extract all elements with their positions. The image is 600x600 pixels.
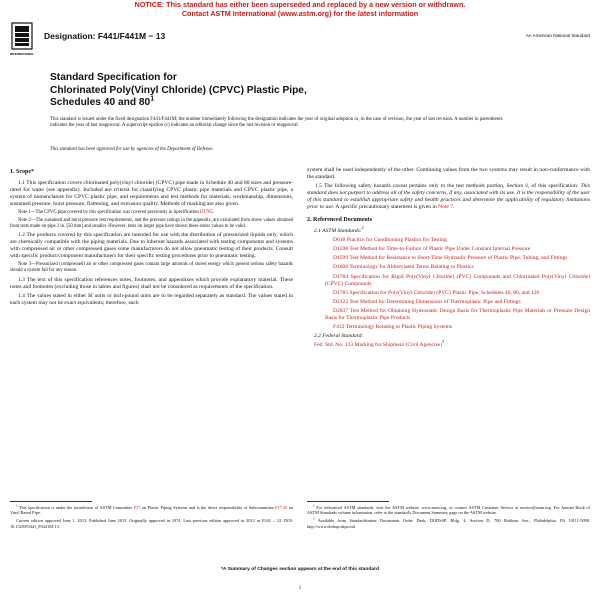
reference-d1599[interactable] (307, 255, 590, 262)
federal-standard-label: 2.2 Federal Standard: (314, 333, 364, 340)
reference-d1598[interactable] (307, 246, 590, 253)
paragraph-1-2: 1.2 The products covered by this specification are intended for use with the distribution of pressurized liquids only, which are chemically compatible with the piping materials. Due to inherent hazards associated with testing components and systems with compressed air or other compressed gases some manufacturers do not allow pneumatic testing of their products. Consult with specific product/component manufacturers for their specific testing procedures prior to pneumatic testing. (10, 232, 293, 260)
link-f17[interactable]: F17 (133, 505, 141, 510)
paragraph-1-5: 1.5 The following safety hazards caveat pertains only to the test methods portion, Section 8, of this specification: This standard does not purport to address all of the safety concerns, if any, associated with its use. It is the responsibility of the user of this standard to establish appropriate safety and health practices and determine the applicability of regulatory limitations prior to use. A specific precautionary statement is given in Note 7. (307, 183, 590, 210)
notice-line-2: Contact ASTM International (www.astm.org) for the latest information (181, 9, 419, 18)
reference-title: Test Method for Determining Dimensions of Thermoplastic Pipe and Fittings (348, 298, 521, 305)
link-section-8[interactable]: 8 (525, 183, 529, 190)
reference-title: Terminology Relating to Plastic Piping Systems (344, 324, 453, 331)
reference-d1785[interactable] (307, 290, 590, 297)
section-1-heading: 1. Scope* (10, 169, 34, 175)
reference-title: Specification for Poly(Vinyl Chloride) (PVC) Plastic Pipe, Schedules 40, 80, and 120 (348, 289, 540, 296)
link-note-7[interactable]: Note 7 (438, 203, 454, 210)
title-line-3: Schedules 40 and $80^1$ (50, 94, 155, 108)
footnotes-2-3 (307, 505, 590, 529)
reference-code[interactable]: D2837 (333, 307, 349, 314)
american-national-standard-label: An American National Standard (525, 33, 590, 38)
reference-code[interactable]: D1785 (333, 289, 349, 296)
reference-d1600[interactable] (307, 264, 590, 271)
title-line-2: Chlorinated Poly(Vinyl Chloride) (CPVC) Plastic Pipe, (50, 84, 307, 96)
notice-line-1: NOTICE: This standard has either been superseded and replaced by a new version or withdrawn. (134, 0, 466, 9)
left-column (10, 167, 293, 309)
reference-title: Practice for Conditioning Plastics for Testing (345, 237, 447, 243)
title-footnote-marker: 1 (150, 94, 155, 103)
paragraph-1-4: 1.4 The values stated in either SI units or inch-pound units are to be regarded separately as standard. The values stated in each system may not be exact equivalents; therefore, each (10, 292, 293, 306)
reference-code[interactable]: D618 (333, 237, 346, 243)
reference-title: Test Method for Resistance to Short-Time Hydraulic Pressure of Plastic Pipe, Tubing, and Fittings (348, 255, 568, 262)
paragraph-1-1: 1.1 This specification covers chlorinated poly(vinyl chloride) (CPVC) pipe made in Schedule 40 and 80 sizes and pressure-rated for water (see appendix). Included are criteria for classifying CPVC plastic pipe materials and CPVC plastic pipe, a system of nomenclature for CPVC plastic pipe, and requirements and test methods for materials, workmanship, dimensions, sustained pressure, burst pressure, flattening, and extrusion quality. Methods of marking are also given. (10, 179, 293, 207)
reference-fed-std-123[interactable]: Fed. Std. No. 123 Marking for Shipment (Civil Agencies)$^3$ (314, 340, 444, 349)
paragraph-1-3: 1.3 The text of this specification references notes, footnotes, and appendixes which provide explanatory material. These notes and footnotes (excluding those in tables and figures) shall not be considered as requirements of the specification. (10, 276, 293, 290)
footnote-1-edition: Current edition approved June 1, 2013. Published June 2013. Originally approved in 1974. Last previous edition approved in 2012 as F441 – 12. DOI: 10.1520/F0441_F0441M-13. (10, 518, 293, 529)
reference-code[interactable]: D1600 (333, 264, 349, 271)
logo-text: INTERNATIONAL (10, 52, 34, 56)
note-2: Note 2—The sustained and burst pressure test requirements, and the pressure ratings in the appendix, are calculated from stress values obtained from tests made on pipe 2 in. [50 mm] and smaller. However, tests on larger pipe have shown these stress values to be valid. (10, 218, 293, 230)
note-1: Note 1—The CPVC pipe covered by this specification was covered previously in Specification D1785. (18, 209, 215, 215)
footnote-3: $^3$ Available from Standardization Documents Order Desk, DODSSP, Bldg. 4, Section D, 700 Robbins Ave., Philadelphia, PA 19111-5098, http://www.dodssp.daps.mil. (307, 516, 590, 529)
right-column (307, 167, 590, 351)
footnote-rule-right (307, 501, 389, 502)
reference-title: Specification for Rigid Poly(Vinyl Chloride) (PVC) Compounds and Chlorinated Poly(Vinyl Chloride) (CPVC) Compounds (325, 273, 590, 287)
reference-d618[interactable] (307, 237, 590, 244)
dod-approval-note: This standard has been approved for use by agencies of the Department of Defense. (50, 147, 214, 152)
section-2-heading: 2. Referenced Documents (307, 216, 373, 223)
reference-title: Test Method for Obtaining Hydrostatic Design Basis for Thermoplastic Pipe Materials or Pressure Design Basis for Thermoplastic Pipe Products (325, 307, 590, 321)
reference-d2122[interactable] (307, 299, 590, 306)
reference-d1784[interactable] (307, 274, 590, 288)
link-d1785[interactable]: D1785 (199, 209, 213, 215)
document-title (50, 72, 550, 110)
references-list (307, 237, 590, 331)
reference-code[interactable]: D1598 (333, 246, 349, 253)
reference-code[interactable]: F412 (333, 324, 345, 331)
title-line-1: Standard Specification for (50, 72, 177, 83)
note-3: Note 3—Pressurized (compressed) air or other compressed gases contain large amounts of stored energy which present serious safety hazards should a system fail for any reason. (10, 262, 293, 274)
astm-international-logo-icon (10, 22, 34, 58)
page-number: 1 (298, 586, 302, 591)
reference-f412[interactable] (307, 324, 590, 331)
reference-d2837[interactable] (307, 308, 590, 322)
reference-title: Terminology for Abbreviated Terms Relating to Plastics (348, 264, 474, 271)
issuance-note: This standard is issued under the fixed designation F441/F441M; the number immediately following the designation indicates the year of original adoption or, in the case of revision, the year of last revision. A number in parentheses indicates the year of last reapproval. A superscript epsilon (ε) indicates an editorial change since the last revision or reapproval. (50, 117, 503, 129)
footnote-2: $^2$ For referenced ASTM standards, visit the ASTM website, www.astm.org, or contact ASTM Customer Service at service@astm.org. For Annual Book of ASTM Standards volume information, refer to the standard's Document Summary page on the ASTM website. (307, 503, 590, 516)
astm-standards-label: 2.1 ASTM Standards:$^2$ (314, 226, 364, 234)
reference-code[interactable]: D1599 (333, 255, 349, 262)
reference-title: Test Method for Time-to-Failure of Plastic Pipe Under Constant Internal Pressure (348, 246, 531, 253)
footnote-1: $^1$ This specification is under the jurisdiction of ASTM Committee F17 on Plastic Piping Systems and is the direct responsibility of Subcommittee F17.25 on Vinyl Based Pipe. Current edition approved June 1, 2013. Published June 2013. Originally approved in 1974. Last previous edition approved in 2012 as F441 – 12. DOI: 10.1520/F0441_F0441M-13. (10, 503, 294, 529)
summary-of-changes-note: *A Summary of Changes section appears at the end of this standard (221, 567, 379, 572)
footnote-rule-left (10, 501, 92, 502)
designation: Designation: F441/F441M − 13 (44, 31, 166, 41)
reference-code[interactable]: D1784 (333, 273, 349, 280)
withdrawal-notice (0, 0, 600, 18)
paragraph-1-4-continued: system shall be used independently of the other. Combining values from the two systems may result in non-conformance with the standard. (307, 167, 590, 180)
reference-code[interactable]: D2122 (333, 298, 349, 305)
link-f17-25[interactable]: F17.25 (275, 505, 288, 510)
